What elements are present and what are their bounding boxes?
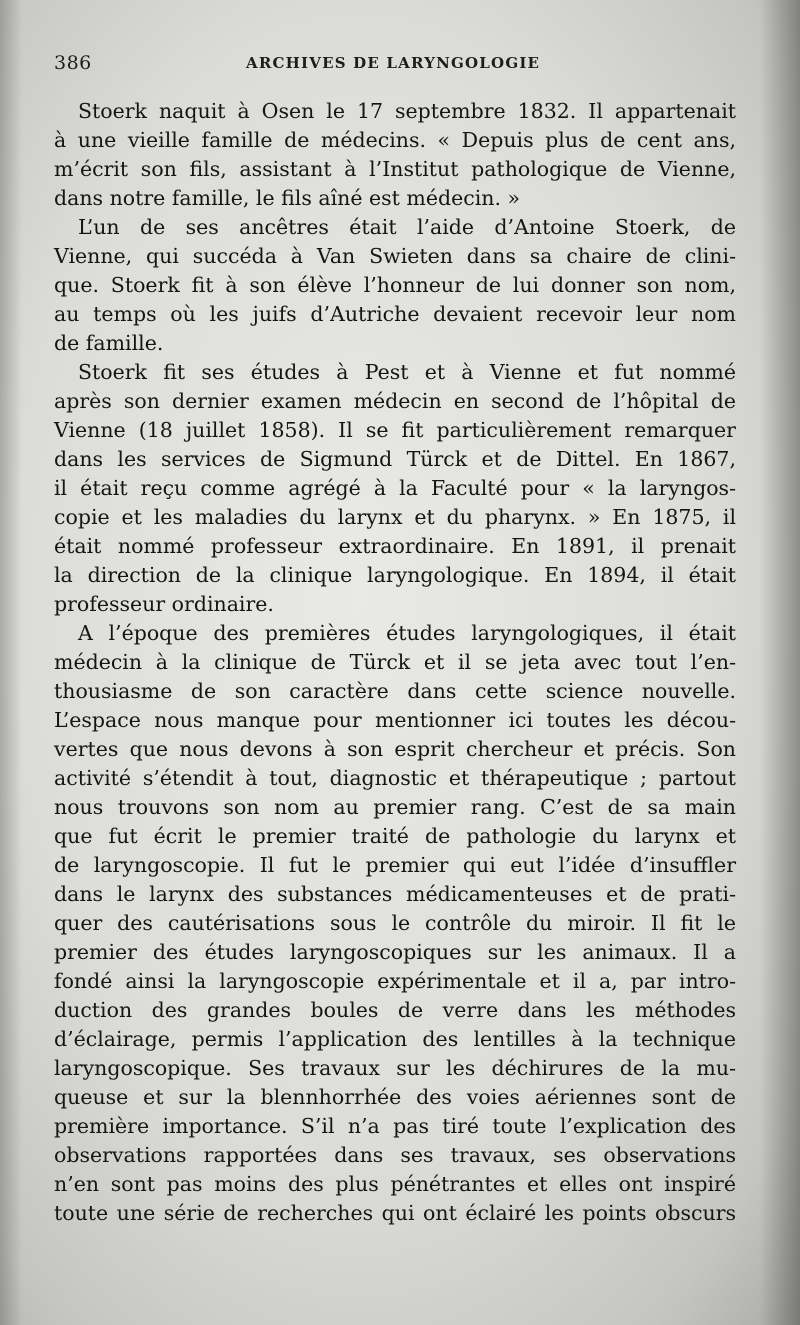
text-line: dans les services de Sigmund Türck et de Dittel. En 1867, <box>54 447 736 471</box>
paragraph <box>54 97 736 213</box>
text-line: était nommé professeur extraordinaire. En 1891, il prenait <box>54 534 736 558</box>
text-line: Stoerk fit ses études à Pest et à Vienne et fut nommé <box>78 360 736 384</box>
text-line: L’un de ses ancêtres était l’aide d’Antoine Stoerk, de <box>78 215 736 239</box>
page-header <box>54 52 734 82</box>
paragraph <box>54 619 736 1228</box>
text-line: duction des grandes boules de verre dans les méthodes <box>54 998 736 1022</box>
text-line: Stoerk naquit à Osen le 17 septembre 1832. Il appartenait <box>78 99 736 123</box>
text-line: médecin à la clinique de Türck et il se jeta avec tout l’en- <box>54 650 736 674</box>
text-line: toute une série de recherches qui ont éclairé les points obscurs <box>54 1201 736 1225</box>
text-line: thousiasme de son caractère dans cette science nouvelle. <box>54 679 736 703</box>
text-line: dans notre famille, le fils aîné est médecin. » <box>54 186 521 210</box>
text-line: quer des cautérisations sous le contrôle du miroir. Il fit le <box>54 911 736 935</box>
text-line: professeur ordinaire. <box>54 592 274 616</box>
paragraph <box>54 213 736 358</box>
text-line: la direction de la clinique laryngologique. En 1894, il était <box>54 563 736 587</box>
text-line: L’espace nous manque pour mentionner ici toutes les décou- <box>54 708 736 732</box>
running-head: ARCHIVES DE LARYNGOLOGIE <box>246 54 541 72</box>
text-line: copie et les maladies du larynx et du pharynx. » En 1875, il <box>54 505 736 529</box>
text-line: nous trouvons son nom au premier rang. C’est de sa main <box>54 795 736 819</box>
text-line: Vienne, qui succéda à Van Swieten dans sa chaire de clini- <box>54 244 736 268</box>
text-line: premier des études laryngoscopiques sur les animaux. Il a <box>54 940 736 964</box>
text-line: après son dernier examen médecin en second de l’hôpital de <box>54 389 736 413</box>
text-line: au temps où les juifs d’Autriche devaient recevoir leur nom <box>54 302 736 326</box>
text-line: dans le larynx des substances médicamenteuses et de prati- <box>54 882 736 906</box>
text-line: A l’époque des premières études laryngologiques, il était <box>78 621 736 645</box>
text-line: laryngoscopique. Ses travaux sur les déchirures de la mu- <box>54 1056 736 1080</box>
body-text <box>54 97 736 1228</box>
text-line: de famille. <box>54 331 164 355</box>
paragraph <box>54 358 736 619</box>
text-line: observations rapportées dans ses travaux, ses observations <box>54 1143 736 1167</box>
text-line: il était reçu comme agrégé à la Faculté pour « la laryngos- <box>54 476 736 500</box>
text-line: à une vieille famille de médecins. « Depuis plus de cent ans, <box>54 128 736 152</box>
text-line: queuse et sur la blennhorrhée des voies aériennes sont de <box>54 1085 736 1109</box>
text-line: vertes que nous devons à son esprit chercheur et précis. Son <box>54 737 736 761</box>
text-line: que fut écrit le premier traité de pathologie du larynx et <box>54 824 736 848</box>
text-line: activité s’étendit à tout, diagnostic et thérapeutique ; partout <box>54 766 736 790</box>
page-number: 386 <box>54 52 92 74</box>
text-line: fondé ainsi la laryngoscopie expérimentale et il a, par intro- <box>54 969 736 993</box>
page-shadow-left <box>0 0 22 1325</box>
text-line: de laryngoscopie. Il fut le premier qui eut l’idée d’insuffler <box>54 853 736 877</box>
text-line: d’éclairage, permis l’application des lentilles à la technique <box>54 1027 736 1051</box>
page-shadow-right <box>760 0 800 1325</box>
text-line: que. Stoerk fit à son élève l’honneur de lui donner son nom, <box>54 273 736 297</box>
text-line: Vienne (18 juillet 1858). Il se fit particulièrement remarquer <box>54 418 736 442</box>
text-line: n’en sont pas moins des plus pénétrantes et elles ont inspiré <box>54 1172 736 1196</box>
text-line: m’écrit son fils, assistant à l’Institut pathologique de Vienne, <box>54 157 736 181</box>
text-line: première importance. S’il n’a pas tiré toute l’explication des <box>54 1114 736 1138</box>
